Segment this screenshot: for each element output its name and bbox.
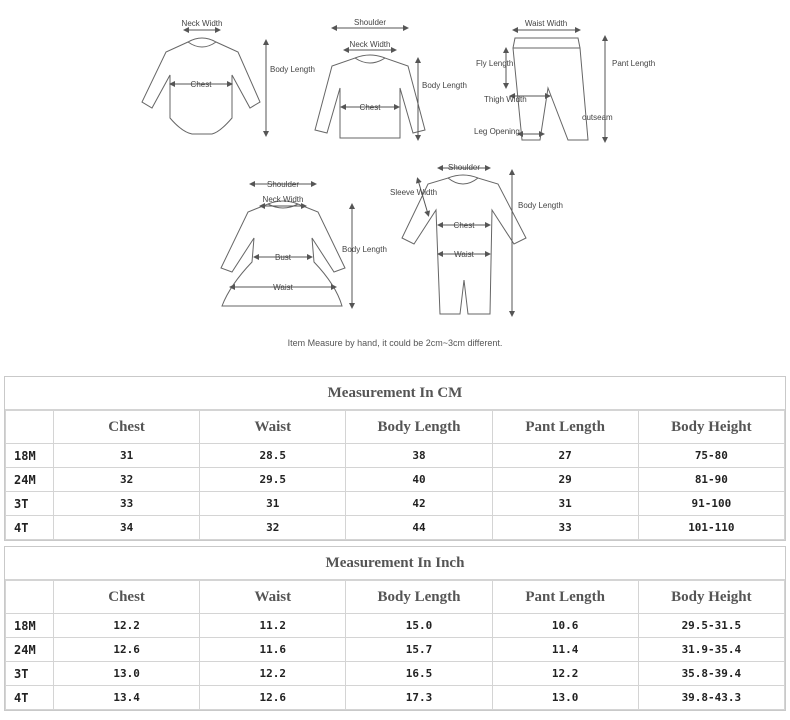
table-cell: 31 [492, 492, 638, 516]
header-body-height: Body Height [638, 581, 784, 614]
table-row [6, 444, 785, 468]
inch-table-grid [5, 580, 785, 710]
table-cell: 29 [492, 468, 638, 492]
romper-chest-label: Chest [453, 221, 475, 230]
bodysuit-body-length-label: Body Length [270, 65, 315, 74]
table-row [6, 662, 785, 686]
table-cell: 12.2 [54, 614, 200, 638]
cm-table-grid [5, 410, 785, 540]
pants-pant-length-label: Pant Length [612, 59, 656, 68]
table-cell: 39.8-43.3 [638, 686, 784, 710]
size-cell: 18M [6, 614, 54, 638]
header-pant-length: Pant Length [492, 411, 638, 444]
size-cell: 24M [6, 468, 54, 492]
table-row [6, 492, 785, 516]
table-cell: 29.5-31.5 [638, 614, 784, 638]
size-cell: 24M [6, 638, 54, 662]
inch-table-title: Measurement In Inch [5, 547, 785, 580]
table-row [6, 614, 785, 638]
pants-waist-width-label: Waist Width [524, 19, 568, 28]
inch-table [4, 546, 786, 711]
table-cell: 91-100 [638, 492, 784, 516]
table-cell: 40 [346, 468, 492, 492]
size-cell: 4T [6, 686, 54, 710]
table-cell: 16.5 [346, 662, 492, 686]
header-cell [6, 581, 54, 614]
dress-bust-label: Bust [274, 253, 292, 262]
table-cell: 33 [54, 492, 200, 516]
header-body-length: Body Length [346, 411, 492, 444]
header-cell [6, 411, 54, 444]
header-chest: Chest [54, 411, 200, 444]
table-cell: 15.7 [346, 638, 492, 662]
table-cell: 11.4 [492, 638, 638, 662]
header-body-length: Body Length [346, 581, 492, 614]
pants-fly-length-label: Fly Length [476, 59, 514, 68]
table-cell: 32 [54, 468, 200, 492]
table-cell: 13.0 [492, 686, 638, 710]
table-row [6, 516, 785, 540]
shirt-neck-width-label: Neck Width [349, 40, 391, 49]
dress-body-length-label: Body Length [342, 245, 387, 254]
table-cell: 44 [346, 516, 492, 540]
pants-outseam-label: outseam [582, 113, 613, 122]
table-cell: 31.9-35.4 [638, 638, 784, 662]
measurement-note: Item Measure by hand, it could be 2cm~3cm different. [287, 338, 503, 348]
table-cell: 10.6 [492, 614, 638, 638]
bodysuit-chest-label: Chest [190, 80, 212, 89]
table-cell: 34 [54, 516, 200, 540]
table-cell: 13.0 [54, 662, 200, 686]
shirt-shoulder-label: Shoulder [353, 18, 387, 27]
header-pant-length: Pant Length [492, 581, 638, 614]
table-cell: 28.5 [200, 444, 346, 468]
table-row [6, 468, 785, 492]
table-cell: 15.0 [346, 614, 492, 638]
table-cell: 101-110 [638, 516, 784, 540]
dress-waist-label: Waist [273, 283, 293, 292]
table-cell: 11.2 [200, 614, 346, 638]
shirt-chest-label: Chest [359, 103, 381, 112]
cm-table [4, 376, 786, 541]
table-row [6, 638, 785, 662]
dress-shoulder-label: Shoulder [266, 180, 300, 189]
table-cell: 31 [54, 444, 200, 468]
table-cell: 31 [200, 492, 346, 516]
table-header-row [6, 411, 785, 444]
table-cell: 12.6 [200, 686, 346, 710]
pants-leg-opening-label: Leg Opening [474, 127, 520, 136]
size-cell: 4T [6, 516, 54, 540]
pants-thigh-width-label: Thigh Width [484, 95, 527, 104]
table-cell: 12.2 [200, 662, 346, 686]
shirt-body-length-label: Body Length [422, 81, 467, 90]
table-cell: 11.6 [200, 638, 346, 662]
header-chest: Chest [54, 581, 200, 614]
table-cell: 29.5 [200, 468, 346, 492]
dress-neck-width-label: Neck Width [262, 195, 304, 204]
bodysuit-neck-width-label: Neck Width [181, 19, 223, 28]
pants-diagram [506, 30, 605, 140]
table-cell: 17.3 [346, 686, 492, 710]
romper-waist-label: Waist [454, 250, 474, 259]
header-body-height: Body Height [638, 411, 784, 444]
romper-body-length-label: Body Length [518, 201, 563, 210]
header-waist: Waist [200, 581, 346, 614]
size-cell: 3T [6, 492, 54, 516]
table-cell: 38 [346, 444, 492, 468]
table-header-row [6, 581, 785, 614]
romper-sleeve-width-label: Sleeve Width [390, 188, 438, 197]
table-cell: 12.2 [492, 662, 638, 686]
table-cell: 42 [346, 492, 492, 516]
header-waist: Waist [200, 411, 346, 444]
table-cell: 12.6 [54, 638, 200, 662]
table-cell: 35.8-39.4 [638, 662, 784, 686]
table-cell: 13.4 [54, 686, 200, 710]
size-cell: 18M [6, 444, 54, 468]
table-cell: 32 [200, 516, 346, 540]
table-cell: 81-90 [638, 468, 784, 492]
table-cell: 27 [492, 444, 638, 468]
table-cell: 75-80 [638, 444, 784, 468]
table-cell: 33 [492, 516, 638, 540]
romper-shoulder-label: Shoulder [447, 163, 481, 172]
cm-table-title: Measurement In CM [5, 377, 785, 410]
size-cell: 3T [6, 662, 54, 686]
table-row [6, 686, 785, 710]
